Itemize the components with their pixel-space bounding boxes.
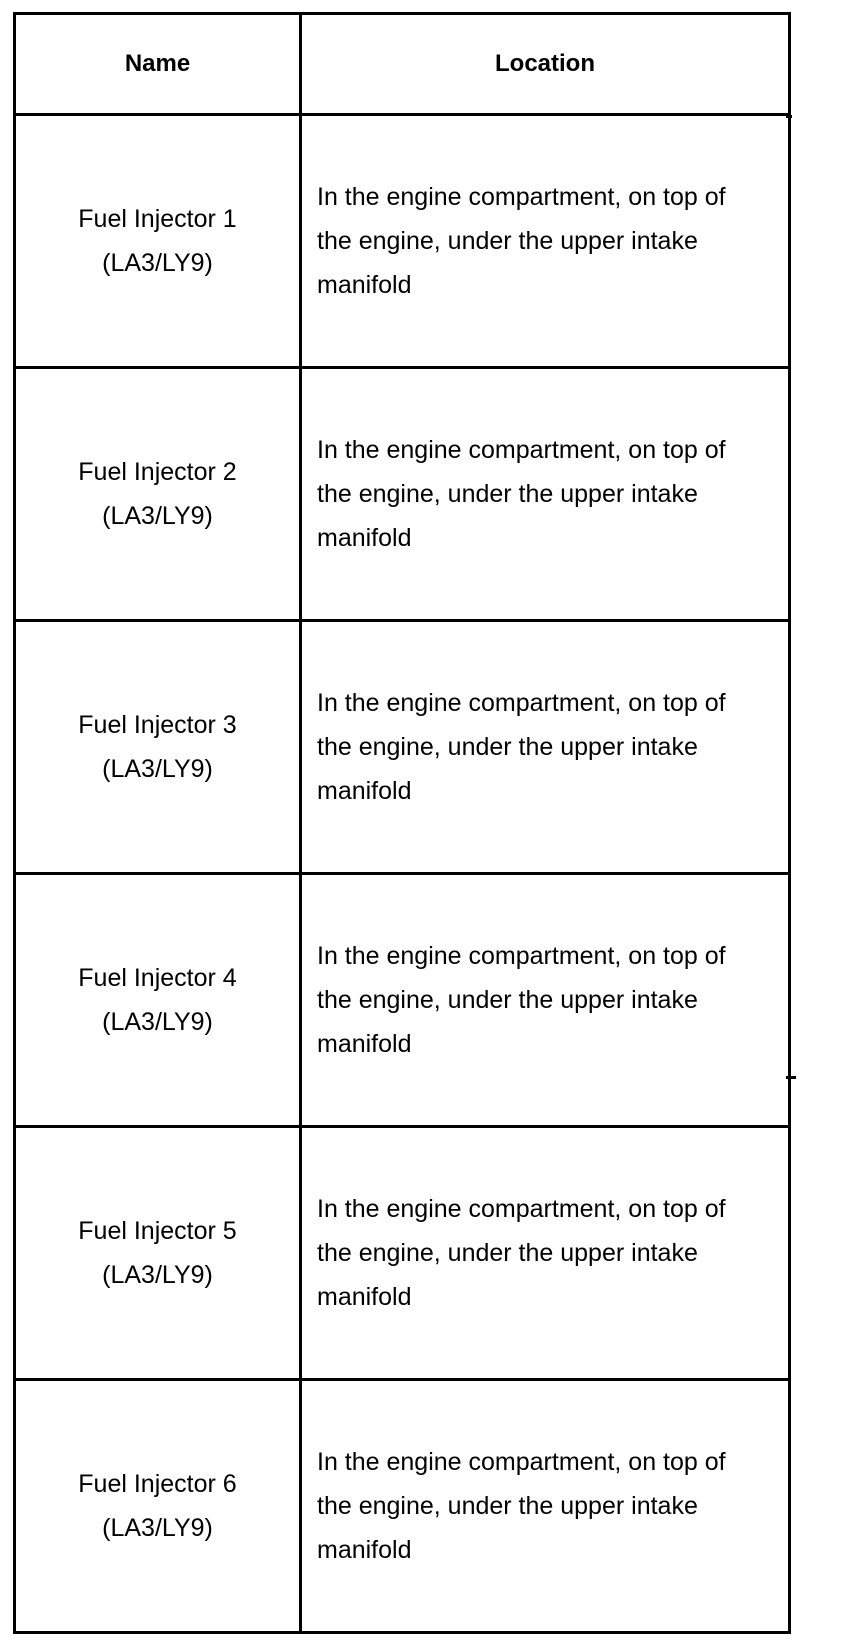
table-row [15, 874, 790, 1127]
table-row [15, 621, 790, 874]
component-name: Fuel Injector 3 [78, 711, 237, 739]
column-header-location: Location [301, 14, 790, 115]
engine-codes: (LA3/LY9) [102, 249, 213, 277]
component-locator-table-frame [13, 12, 788, 1644]
table-row [15, 368, 790, 621]
component-locator-table [13, 12, 791, 1634]
engine-codes: (LA3/LY9) [102, 1008, 213, 1036]
component-name: Fuel Injector 2 [78, 458, 237, 486]
location-cell: In the engine compartment, on top of the engine, under the upper intake manifold [301, 621, 790, 874]
location-cell: In the engine compartment, on top of the engine, under the upper intake manifold [301, 368, 790, 621]
component-name: Fuel Injector 4 [78, 964, 237, 992]
location-cell: In the engine compartment, on top of the engine, under the upper intake manifold [301, 1127, 790, 1380]
table-header-row [15, 14, 790, 115]
component-name: Fuel Injector 6 [78, 1470, 237, 1498]
table-row [15, 1380, 790, 1633]
name-cell [15, 1380, 301, 1633]
border-overhang-line [786, 115, 792, 118]
location-cell: In the engine compartment, on top of the engine, under the upper intake manifold [301, 115, 790, 368]
name-cell [15, 621, 301, 874]
location-cell: In the engine compartment, on top of the engine, under the upper intake manifold [301, 1380, 790, 1633]
column-header-name: Name [15, 14, 301, 115]
table-row [15, 115, 790, 368]
component-name: Fuel Injector 1 [78, 205, 237, 233]
name-cell [15, 874, 301, 1127]
engine-codes: (LA3/LY9) [102, 1261, 213, 1289]
location-cell: In the engine compartment, on top of the engine, under the upper intake manifold [301, 874, 790, 1127]
name-cell [15, 368, 301, 621]
border-overhang-line [786, 1076, 796, 1079]
engine-codes: (LA3/LY9) [102, 1514, 213, 1542]
name-cell [15, 115, 301, 368]
name-cell [15, 1127, 301, 1380]
table-row [15, 1127, 790, 1380]
engine-codes: (LA3/LY9) [102, 502, 213, 530]
component-name: Fuel Injector 5 [78, 1217, 237, 1245]
engine-codes: (LA3/LY9) [102, 755, 213, 783]
